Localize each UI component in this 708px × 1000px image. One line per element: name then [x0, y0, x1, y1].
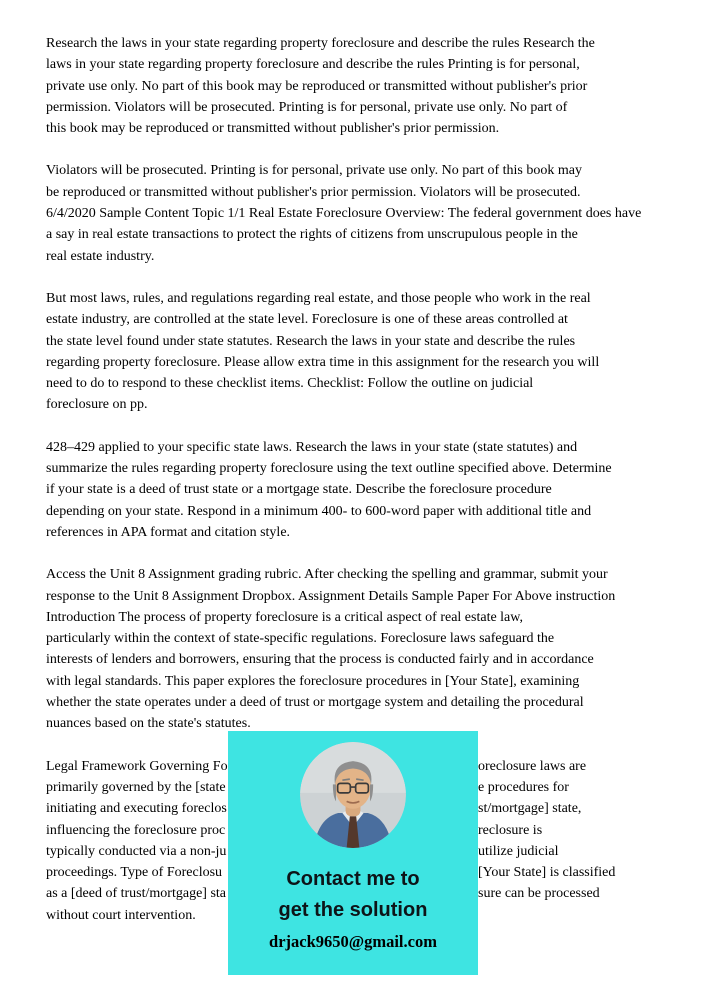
text-fragment-right: sure can be processed [478, 886, 600, 902]
text-line: laws in your state regarding property foreclosure and describe the rules Printing is for personal, [46, 57, 580, 73]
contact-message-line-1: Contact me to [286, 868, 420, 890]
text-line: 428–429 applied to your specific state laws. Research the laws in your state (state statutes) and [46, 439, 578, 455]
text-line: private use only. No part of this book may be reproduced or transmitted without publisher's prior [46, 78, 588, 94]
text-line: with legal standards. This paper explores the foreclosure procedures in [Your State], examining [46, 673, 580, 689]
text-line: Research the laws in your state regarding property foreclosure and describe the rules Research the [46, 36, 595, 51]
text-line: foreclosure on pp. [46, 397, 148, 413]
contact-avatar [300, 742, 406, 848]
text-line: Access the Unit 8 Assignment grading rubric. After checking the spelling and grammar, submit your [46, 567, 608, 583]
text-line: nuances based on the state's statutes. [46, 716, 251, 732]
contact-email: drjack9650@gmail.com [269, 932, 437, 951]
text-line: But most laws, rules, and regulations regarding real estate, and those people who work in the real [46, 290, 591, 306]
text-line: the state level found under state statutes. Research the laws in your state and describe the rules [46, 333, 576, 349]
text-line: permission. Violators will be prosecuted. Printing is for personal, private use only. No part of [46, 99, 568, 115]
text-line: response to the Unit 8 Assignment Dropbox. Assignment Details Sample Paper For Above instruction [46, 588, 616, 604]
text-fragment-left: proceedings. Type of Foreclosu [46, 865, 223, 881]
paragraph-1 [46, 33, 708, 139]
text-fragment-left: Legal Framework Governing Fo [46, 758, 228, 774]
contact-overlay [228, 731, 478, 975]
text-fragment-left: primarily governed by the [state [46, 779, 226, 795]
text-line: real estate industry. [46, 248, 155, 264]
text-fragment-right: st/mortgage] state, [478, 801, 582, 817]
text-line: 6/4/2020 Sample Content Topic 1/1 Real Estate Foreclosure Overview: The federal government does have [46, 206, 642, 222]
text-line: summarize the rules regarding property foreclosure using the text outline specified above. Determine [46, 461, 612, 477]
text-line: interests of lenders and borrowers, ensuring that the process is conducted fairly and in accordance [46, 652, 594, 668]
text-fragment-left: influencing the foreclosure proc [46, 822, 226, 838]
text-line: be reproduced or transmitted without publisher's prior permission. Violators will be prosecuted. [46, 184, 581, 200]
text-fragment-right: utilize judicial [478, 843, 559, 859]
text-fragment-left: as a [deed of trust/mortgage] sta [46, 886, 226, 902]
text-line: if your state is a deed of trust state or a mortgage state. Describe the foreclosure procedure [46, 482, 552, 498]
text-line: a say in real estate transactions to protect the rights of citizens from unscrupulous people in the [46, 227, 578, 243]
text-fragment-right: reclosure is [478, 822, 543, 838]
contact-message-line-2: get the solution [278, 899, 428, 921]
text-fragment-left: initiating and executing foreclos [46, 801, 227, 817]
text-line: estate industry, are controlled at the state level. Foreclosure is one of these areas controlled at [46, 312, 568, 328]
text-line: whether the state operates under a deed of trust or mortgage system and detailing the procedural [46, 695, 584, 711]
text-fragment-right: oreclosure laws are [478, 758, 587, 774]
text-line: references in APA format and citation style. [46, 524, 291, 540]
text-line: depending on your state. Respond in a minimum 400- to 600-word paper with additional title and [46, 503, 592, 519]
text-fragment-left: without court intervention. [46, 907, 196, 923]
text-line: particularly within the context of state-specific regulations. Foreclosure laws safeguard the [46, 631, 555, 647]
text-line: need to do to respond to these checklist items. Checklist: Follow the outline on judicial [46, 376, 534, 392]
paragraph-3 [46, 288, 708, 416]
text-fragment-right: e procedures for [478, 779, 569, 795]
text-line: Violators will be prosecuted. Printing is for personal, private use only. No part of this book may [46, 163, 582, 179]
text-line: this book may be reproduced or transmitted without publisher's prior permission. [46, 121, 500, 137]
paragraph-2 [46, 160, 708, 266]
paragraph-4 [46, 437, 708, 543]
text-line: Introduction The process of property foreclosure is a critical aspect of real estate law, [46, 609, 523, 625]
paragraph-5 [46, 564, 708, 734]
text-line: regarding property foreclosure. Please allow extra time in this assignment for the research you will [46, 354, 600, 370]
text-fragment-left: typically conducted via a non-ju [46, 843, 227, 859]
text-fragment-right: [Your State] is classified [478, 865, 616, 881]
